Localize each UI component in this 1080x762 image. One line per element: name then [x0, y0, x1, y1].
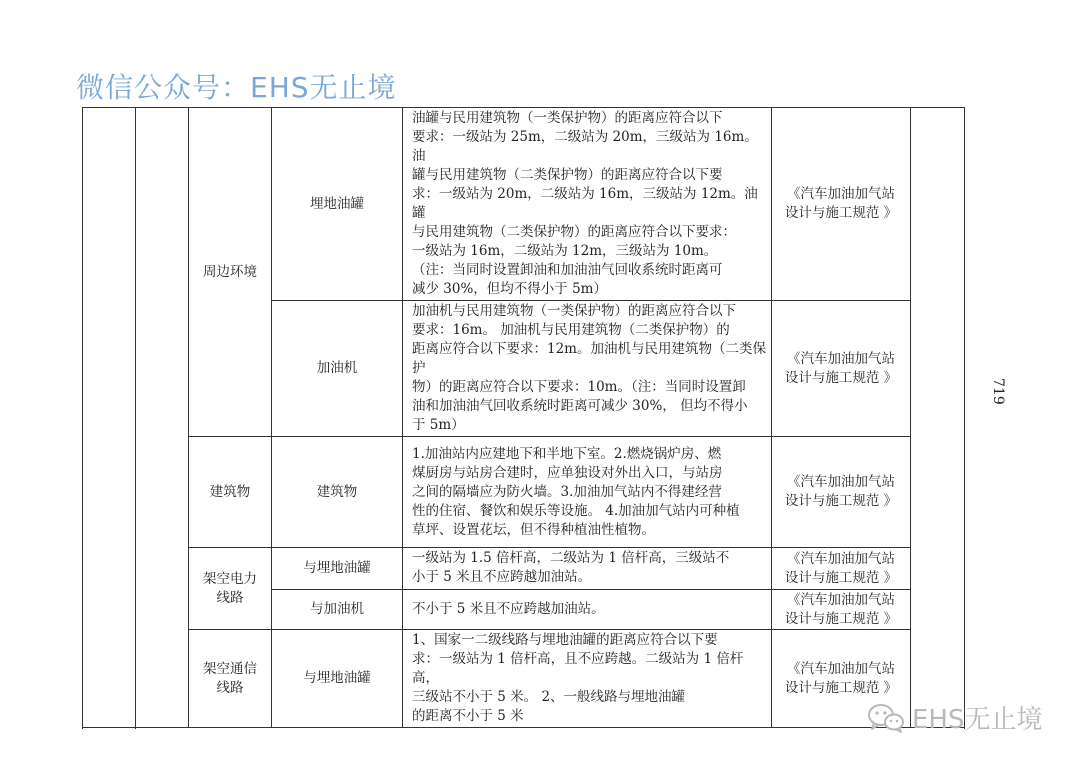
blank-column-1: [83, 108, 136, 728]
table-row: [83, 548, 965, 590]
wechat-icon: [866, 702, 906, 734]
page-number: 719: [990, 378, 1006, 405]
standard-reference-cell: 《汽车加油加气站 设计与施工规范 》: [772, 108, 911, 301]
table-row: [83, 630, 965, 728]
item-cell: 与埋地油罐: [272, 630, 403, 728]
requirement-cell: 1、国家一二级线路与埋地油罐的距离应符合以下要 求：一级站为 1 倍杆高，且不应跨越。二级站为 1 倍杆高， 三级站不小于 5 米。 2、一般线路与埋地油罐 的距离不小于 5 米: [403, 630, 772, 728]
standard-reference-cell: 《汽车加油加气站 设计与施工规范 》: [772, 548, 911, 590]
category-cell: 周边环境: [189, 108, 272, 437]
footer-brand-text: EHS无止境: [912, 705, 1043, 735]
remarks-column: [911, 108, 965, 728]
table-row: [83, 108, 965, 301]
standard-reference-cell: 《汽车加油加气站 设计与施工规范 》: [772, 301, 911, 437]
item-cell: 建筑物: [272, 437, 403, 548]
item-cell: 埋地油罐: [272, 108, 403, 301]
standard-reference-cell: 《汽车加油加气站 设计与施工规范 》: [772, 590, 911, 630]
requirement-cell: 一级站为 1.5 倍杆高，二级站为 1 倍杆高，三级站不 小于 5 米且不应跨越加油站。: [403, 548, 772, 590]
category-cell: 架空电力 线路: [189, 548, 272, 630]
requirement-cell: 不小于 5 米且不应跨越加油站。: [403, 590, 772, 630]
requirements-table: [82, 107, 965, 728]
item-cell: 与埋地油罐: [272, 548, 403, 590]
item-cell: 加油机: [272, 301, 403, 437]
standard-reference-cell: 《汽车加油加气站 设计与施工规范 》: [772, 630, 911, 728]
requirement-cell: 加油机与民用建筑物（一类保护物）的距离应符合以下 要求：16m。 加油机与民用建筑物（二类保护物）的 距离应符合以下要求：12m。加油机与民用建筑物（二类保护 物）的距离应符合以下要求：10m。（注：当同时设置卸 油和加油油气回收系统时距离可减少 30%， 但均不得小 于 5m）: [403, 301, 772, 437]
category-cell: 架空通信 线路: [189, 630, 272, 728]
item-cell: 与加油机: [272, 590, 403, 630]
category-cell: 建筑物: [189, 437, 272, 548]
requirement-cell: 油罐与民用建筑物（一类保护物）的距离应符合以下 要求：一级站为 25m，二级站为 20m，三级站为 16m。油 罐与民用建筑物（二类保护物）的距离应符合以下要 求：一级站为 20m，二级站为 16m，三级站为 12m。油罐 与民用建筑物（二类保护物）的距离应符合以下要求： 一级站为 16m，二级站为 12m，三级站为 10m。 （注：当同时设置卸油和加油油气回收系统时距离可 减少 30%，但均不得小于 5m）: [403, 108, 772, 301]
footer-brand: [866, 699, 1042, 736]
table-row: [83, 437, 965, 548]
requirement-cell: 1.加油站内应建地下和半地下室。2.燃烧锅炉房、燃 煤厨房与站房合建时，应单独设对外出入口，与站房 之间的隔墙应为防火墙。3.加油加气站内不得建经营 性的住宿、餐饮和娱乐等设施。 4.加油加气站内可种植 草坪、设置花坛，但不得种植油性植物。: [403, 437, 772, 548]
standard-reference-cell: 《汽车加油加气站 设计与施工规范 》: [772, 437, 911, 548]
blank-column-2: [136, 108, 189, 728]
watermark-header: 微信公众号：EHS无止境: [76, 71, 397, 104]
